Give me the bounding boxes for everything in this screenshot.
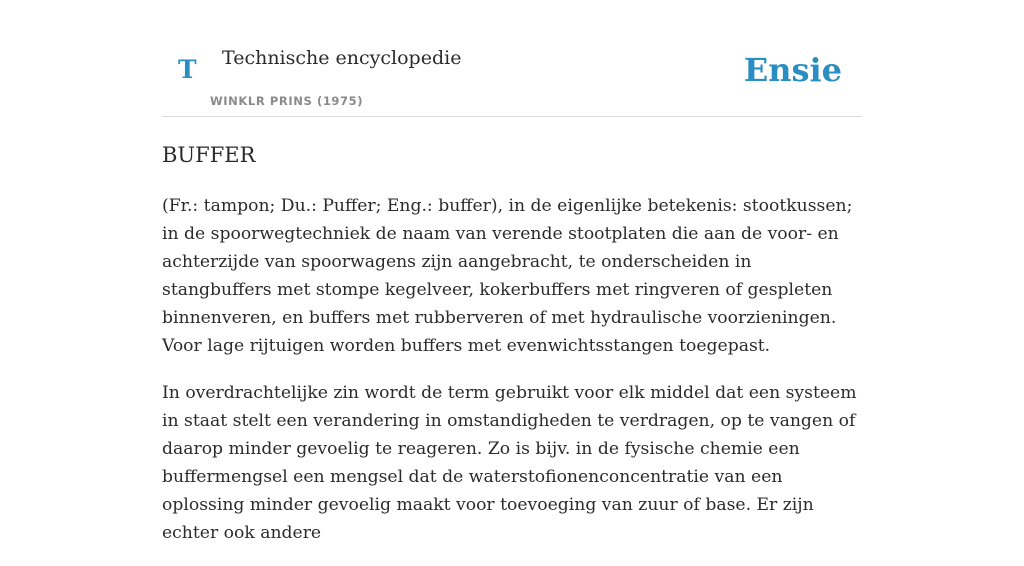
encyclopedia-source-label: WINKLR PRINS (1975) — [210, 94, 364, 108]
entry-paragraph-2: In overdrachtelijke zin wordt de term gebruikt voor elk middel dat een systeem in staat stelt een verandering in omstandigheden te verdragen, op te vangen of daarop minder gevoelig te reageren. Zo is bijv. in de fysische chemie een buffermengsel een mengsel dat de waterstofionenconcentratie van een oplossing minder gevoelig maakt voor toevoeging van zuur of base. Er zijn echter ook andere — [162, 383, 857, 543]
entry-paragraph-1: (Fr.: tampon; Du.: Puffer; Eng.: buffer), in de eigenlijke betekenis: stootkussen; in de spoorwegtechniek de naam van verende stootplaten die aan de voor- en achterzijde van spoorwagens zijn aangebracht, te onderscheiden in stangbuffers met stompe kegelveer, kokerbuffers met ringveren of gespleten binnenveren, en buffers met rubberveren of met hydraulische voorzieningen. Voor lage rijtuigen worden buffers met evenwichtsstangen toegepast. — [162, 196, 853, 356]
entry-title: BUFFER — [162, 143, 256, 167]
encyclopedia-initial-icon: T — [178, 55, 197, 84]
page-container — [162, 0, 862, 543]
site-header — [162, 0, 862, 117]
ensie-logo-link[interactable]: Ensie — [743, 51, 842, 89]
entry-body — [162, 192, 862, 566]
encyclopedia-title-link[interactable]: Technische encyclopedie — [222, 47, 462, 69]
